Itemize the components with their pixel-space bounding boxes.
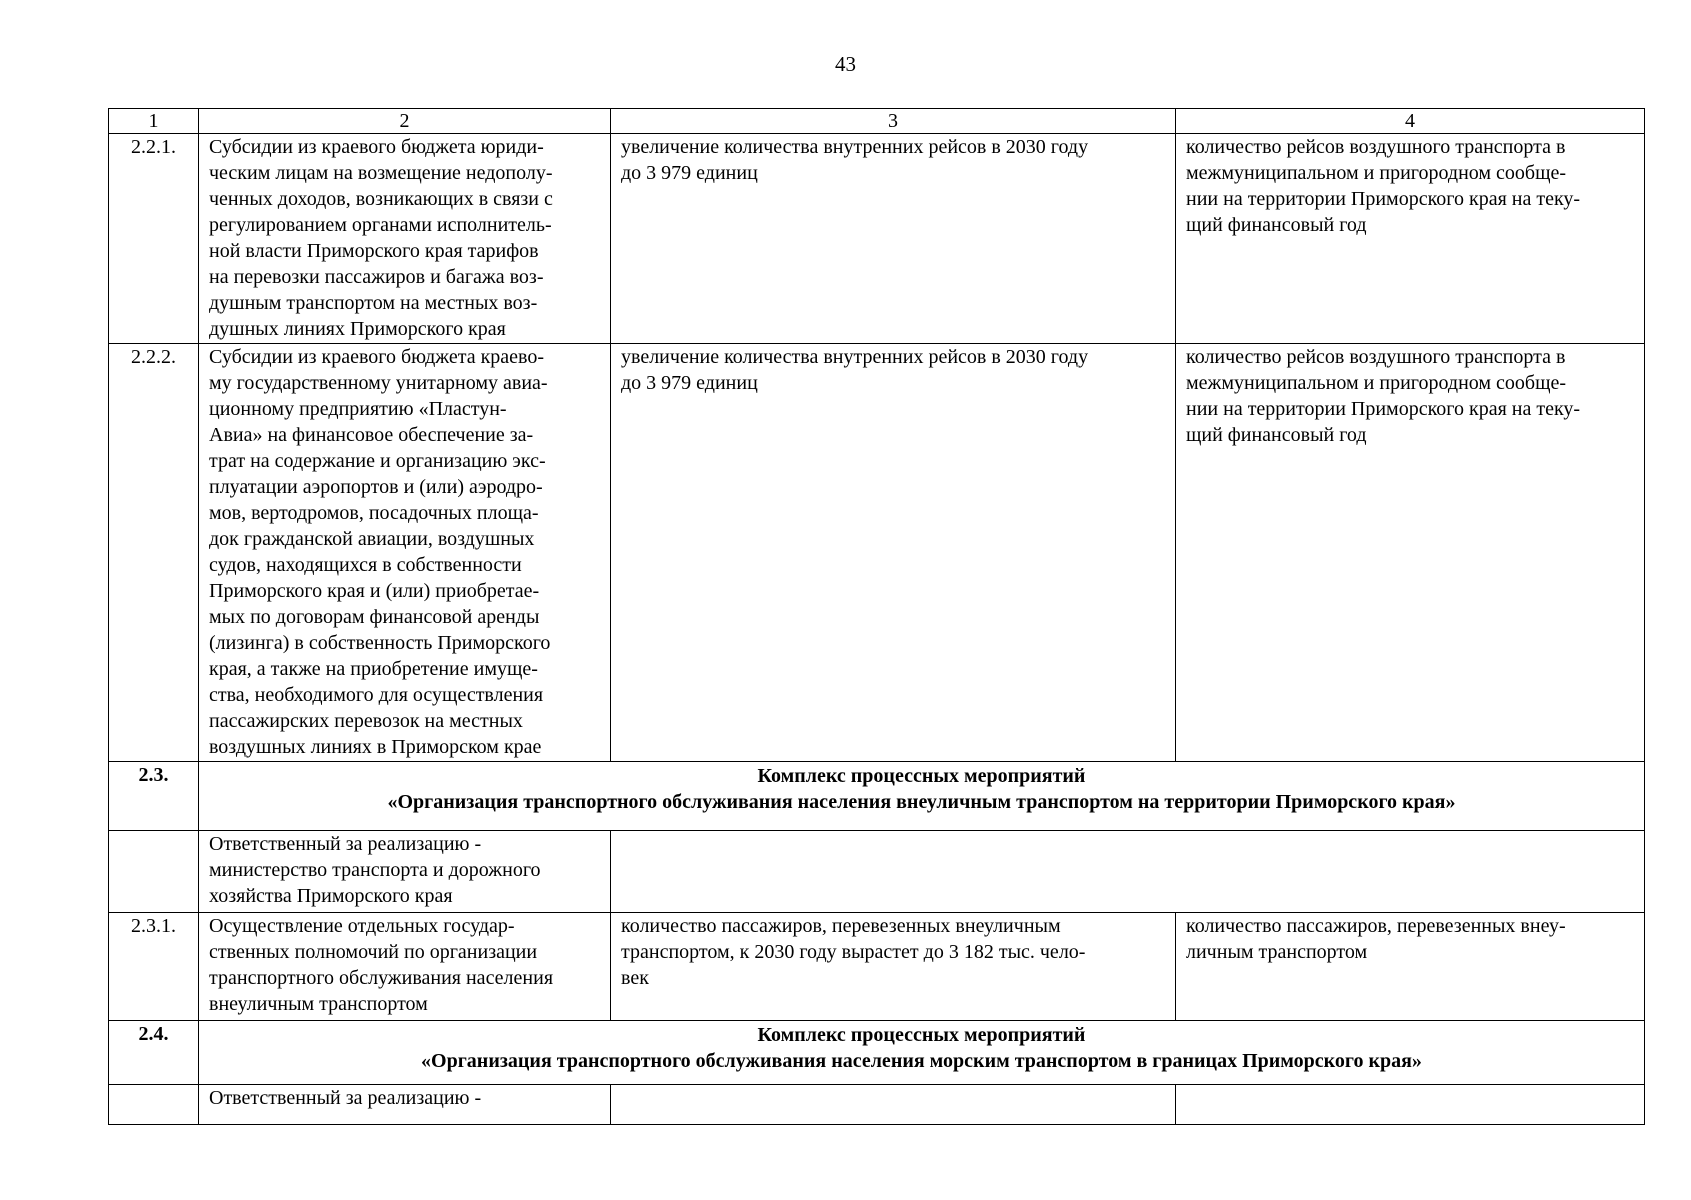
cell-line: ства, необходимого для осуществления xyxy=(209,684,544,706)
cell-line: Ответственный за реализацию - xyxy=(209,1087,482,1109)
cell-line: щий финансовый год xyxy=(1186,214,1367,236)
cell-line: количество рейсов воздушного транспорта в xyxy=(1186,136,1566,158)
cell-line: мов, вертодромов, посадочных площа- xyxy=(209,502,539,524)
cell-line: министерство транспорта и дорожного xyxy=(209,859,541,881)
cell-line: количество рейсов воздушного транспорта в xyxy=(1186,346,1566,368)
indicator xyxy=(1176,344,1645,762)
empty-cell xyxy=(611,1085,1176,1125)
responsible-row-2-3 xyxy=(109,831,1645,913)
cell-line: воздушных линиях в Приморском крае xyxy=(209,736,542,758)
expected-result xyxy=(611,344,1176,762)
table-row-2-2-2 xyxy=(109,344,1645,762)
section-title xyxy=(199,1021,1645,1085)
cell-line: межмуниципальном и пригородном сообще- xyxy=(1186,162,1567,184)
cell-line: личным транспортом xyxy=(1186,941,1368,963)
section-title xyxy=(199,762,1645,831)
cell-line: ной власти Приморского края тарифов xyxy=(209,240,539,262)
cell-line: Авиа» на финансовое обеспечение за- xyxy=(209,424,534,446)
section-title-line-2: «Организация транспортного обслуживания населения морским транспортом в границах Приморского края» xyxy=(421,1050,1422,1072)
cell-line: до 3 979 единиц xyxy=(621,372,758,394)
section-title-line-1: Комплекс процессных мероприятий xyxy=(757,1024,1086,1046)
cell-line: мых по договорам финансовой аренды xyxy=(209,606,540,628)
cell-line: (лизинга) в собственность Приморского xyxy=(209,632,551,654)
expected-result xyxy=(611,134,1176,344)
section-number: 2.4. xyxy=(109,1021,199,1085)
empty-cell xyxy=(109,831,199,913)
cell-line: судов, находящихся в собственности xyxy=(209,554,522,576)
cell-line: щий финансовый год xyxy=(1186,424,1367,446)
program-table xyxy=(108,108,1645,1125)
measure-description xyxy=(199,134,611,344)
table-header-row xyxy=(109,109,1645,134)
section-title-line-1: Комплекс процессных мероприятий xyxy=(757,765,1086,787)
cell-line: Осуществление отдельных государ- xyxy=(209,915,515,937)
row-number: 2.3.1. xyxy=(109,913,199,1021)
page-number: 43 xyxy=(835,52,856,76)
indicator xyxy=(1176,913,1645,1021)
responsible-text xyxy=(199,1085,611,1125)
measure-description xyxy=(199,913,611,1021)
cell-line: хозяйства Приморского края xyxy=(209,885,453,907)
indicator xyxy=(1176,134,1645,344)
cell-line: края, а также на приобретение имуще- xyxy=(209,658,538,680)
empty-cell xyxy=(611,831,1645,913)
cell-line: ченных доходов, возникающих в связи с xyxy=(209,188,553,210)
cell-line: количество пассажиров, перевезенных внеу- xyxy=(1186,915,1566,937)
cell-line: нии на территории Приморского края на теку- xyxy=(1186,188,1581,210)
cell-line: док гражданской авиации, воздушных xyxy=(209,528,535,550)
cell-line: нии на территории Приморского края на теку- xyxy=(1186,398,1581,420)
empty-cell xyxy=(1176,1085,1645,1125)
cell-line: на перевозки пассажиров и багажа воз- xyxy=(209,266,544,288)
cell-line: Субсидии из краевого бюджета краево- xyxy=(209,346,545,368)
header-col-2: 2 xyxy=(199,109,611,134)
cell-line: увеличение количества внутренних рейсов в 2030 году xyxy=(621,136,1089,158)
responsible-text xyxy=(199,831,611,913)
section-title-line-2: «Организация транспортного обслуживания населения внеуличным транспортом на территории Приморского края» xyxy=(387,791,1456,813)
header-col-4: 4 xyxy=(1176,109,1645,134)
cell-line: внеуличным транспортом xyxy=(209,993,428,1015)
cell-line: увеличение количества внутренних рейсов в 2030 году xyxy=(621,346,1089,368)
cell-line: трат на содержание и организацию экс- xyxy=(209,450,546,472)
table-row-2-3-1 xyxy=(109,913,1645,1021)
header-col-1: 1 xyxy=(109,109,199,134)
cell-line: Субсидии из краевого бюджета юриди- xyxy=(209,136,544,158)
cell-line: транспортного обслуживания населения xyxy=(209,967,554,989)
cell-line: век xyxy=(621,967,649,989)
header-col-3: 3 xyxy=(611,109,1176,134)
cell-line: до 3 979 единиц xyxy=(621,162,758,184)
cell-line: транспортом, к 2030 году вырастет до 3 182 тыс. чело- xyxy=(621,941,1086,963)
cell-line: Ответственный за реализацию - xyxy=(209,833,482,855)
expected-result xyxy=(611,913,1176,1021)
cell-line: количество пассажиров, перевезенных внеуличным xyxy=(621,915,1061,937)
cell-line: ционному предприятию «Пластун- xyxy=(209,398,507,420)
section-row-2-4 xyxy=(109,1021,1645,1085)
responsible-row-2-4 xyxy=(109,1085,1645,1125)
cell-line: пассажирских перевозок на местных xyxy=(209,710,523,732)
measure-description xyxy=(199,344,611,762)
cell-line: му государственному унитарному авиа- xyxy=(209,372,548,394)
empty-cell xyxy=(109,1085,199,1125)
cell-line: плуатации аэропортов и (или) аэродро- xyxy=(209,476,543,498)
cell-line: ческим лицам на возмещение недополу- xyxy=(209,162,553,184)
section-number: 2.3. xyxy=(109,762,199,831)
row-number: 2.2.1. xyxy=(109,134,199,344)
cell-line: душным транспортом на местных воз- xyxy=(209,292,538,314)
row-number: 2.2.2. xyxy=(109,344,199,762)
cell-line: регулированием органами исполнитель- xyxy=(209,214,552,236)
cell-line: межмуниципальном и пригородном сообще- xyxy=(1186,372,1567,394)
cell-line: душных линиях Приморского края xyxy=(209,318,506,340)
cell-line: ственных полномочий по организации xyxy=(209,941,538,963)
table-row-2-2-1 xyxy=(109,134,1645,344)
cell-line: Приморского края и (или) приобретае- xyxy=(209,580,540,602)
section-row-2-3 xyxy=(109,762,1645,831)
